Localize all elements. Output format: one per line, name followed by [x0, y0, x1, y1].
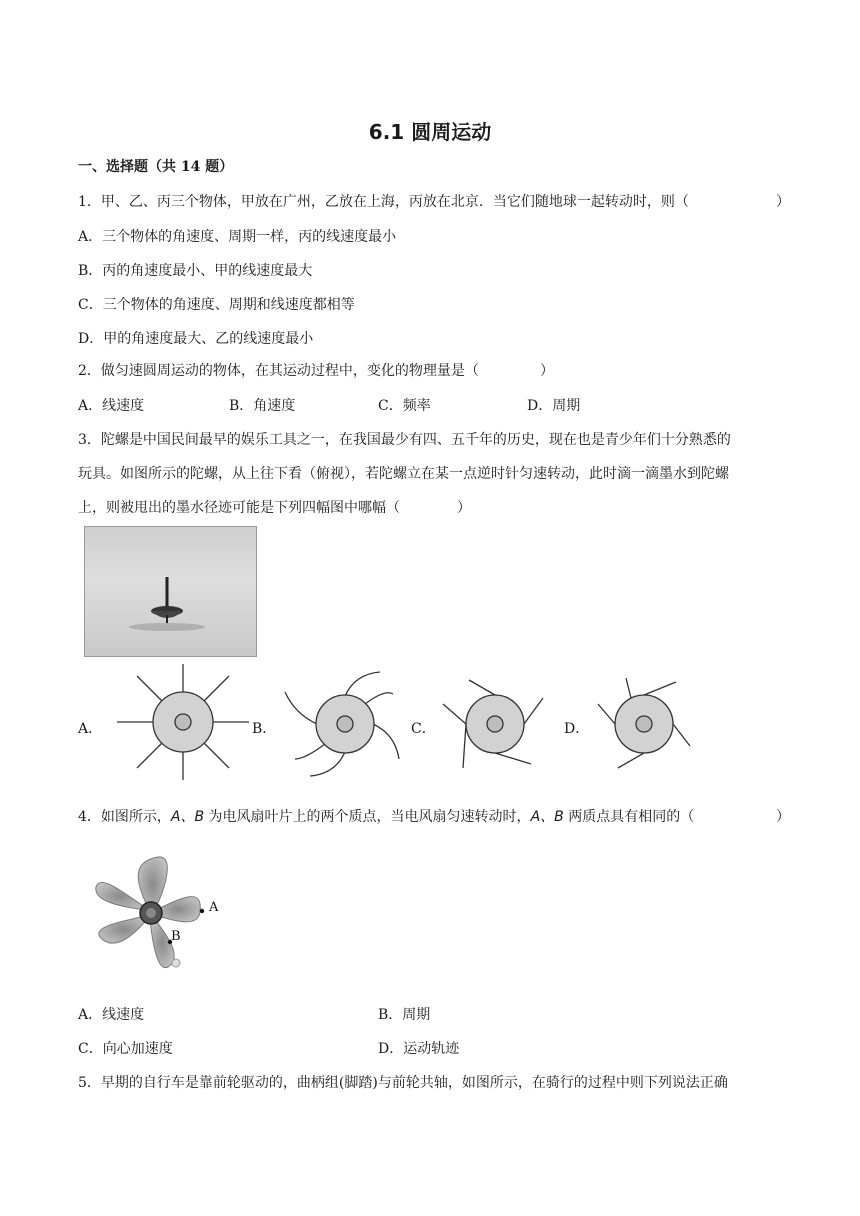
q3-stem-line2: 玩具。如图所示的陀螺，从上往下看（俯视），若陀螺立在某一点逆时针匀速转动，此时滴一滴墨水到陀螺: [78, 466, 729, 482]
section-heading: 一、选择题（共 14 题）: [78, 159, 234, 175]
spinning-top-icon: [85, 527, 256, 656]
q1-option-b: B．丙的角速度最小、甲的线速度最大: [78, 263, 313, 279]
q1-option-d: D．甲的角速度最大、乙的线速度最小: [78, 331, 314, 347]
q2-option-c: C．频率: [378, 398, 431, 414]
q4-close-paren: ）: [776, 809, 790, 825]
ink-tangent-diagram-c: [433, 664, 553, 784]
q3-stem-line1: 3．陀螺是中国民间最早的娱乐工具之一，在我国最少有四、五千年的历史，现在也是青少年们十分熟悉的: [78, 432, 731, 448]
q5-stem-line1: 5．早期的自行车是靠前轮驱动的，曲柄组(脚踏)与前轮共轴，如图所示，在骑行的过程中则下列说法正确: [78, 1075, 728, 1091]
spinning-top-photo: [84, 526, 257, 657]
electric-fan-diagram: [88, 852, 238, 982]
q4-option-a: A．线速度: [78, 1007, 145, 1023]
q3-option-b-label: B．: [252, 721, 277, 737]
q4-option-c: C．向心加速度: [78, 1041, 173, 1057]
q3-option-a-label: A．: [78, 721, 103, 737]
page-title: 6.1 圆周运动: [368, 120, 492, 144]
point-a-marker: [200, 909, 204, 913]
q4-stem-part1: 4．如图所示，: [78, 809, 171, 825]
q2-stem: 2．做匀速圆周运动的物体，在其运动过程中，变化的物理量是（: [78, 363, 479, 379]
q4-stem-points-ab: A、B: [170, 809, 205, 825]
q4-stem: [78, 806, 694, 826]
q4-option-d: D．运动轨迹: [378, 1041, 460, 1057]
q3-close-paren: ）: [457, 500, 471, 516]
q4-option-b: B．周期: [378, 1007, 431, 1023]
ink-curved-diagram: [275, 664, 415, 784]
point-b-label: B: [171, 929, 181, 944]
q4-stem-part2: 为电风扇叶片上的两个质点，当电风扇匀速转动时，: [204, 809, 531, 825]
q2-option-b: B．角速度: [229, 398, 296, 414]
q1-option-c: C．三个物体的角速度、周期和线速度都相等: [78, 297, 355, 313]
q4-stem-points-ab-2: A、B: [530, 809, 564, 825]
q3-option-d-label: D．: [564, 721, 590, 737]
q1-close-paren: ）: [776, 194, 790, 210]
q3-option-c-label: C．: [411, 721, 436, 737]
ink-radial-diagram: [113, 662, 253, 782]
q1-option-a: A．三个物体的角速度、周期一样，丙的线速度最小: [78, 229, 397, 245]
q2-option-d: D．周期: [527, 398, 581, 414]
ink-tangent-diagram-d: [586, 664, 706, 784]
q3-stem-line3: 上，则被甩出的墨水径迹可能是下列四幅图中哪幅（: [78, 500, 400, 516]
q2-option-a: A．线速度: [78, 398, 145, 414]
q4-stem-part3: 两质点具有相同的（: [563, 809, 695, 825]
q1-stem: 1．甲、乙、丙三个物体，甲放在广州，乙放在上海，丙放在北京．当它们随地球一起转动时，则（: [78, 194, 689, 210]
point-a-label: A: [209, 900, 219, 915]
q2-close-paren: ）: [540, 363, 554, 379]
